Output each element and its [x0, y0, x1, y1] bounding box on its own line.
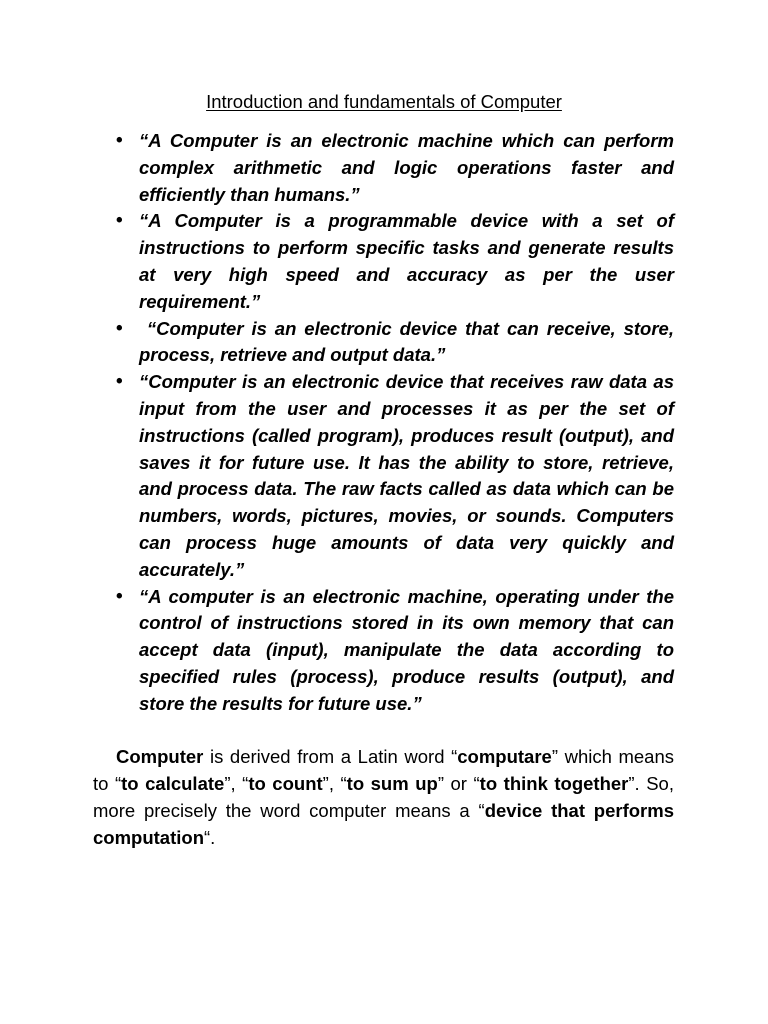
- bullet-icon: •: [116, 317, 123, 339]
- definition-list: [112, 128, 680, 718]
- term-computer: Computer: [116, 746, 204, 767]
- list-item: [112, 584, 674, 718]
- etymology-text: ”, “: [322, 773, 347, 794]
- etymology-text: “.: [204, 827, 216, 848]
- list-item: [112, 369, 674, 583]
- etymology-text: ”. So, more precisely the word computer means a “: [93, 773, 674, 821]
- bullet-icon: •: [116, 585, 123, 607]
- term-to-calculate: to calculate: [121, 773, 225, 794]
- definition-text: “A computer is an electronic machine, operating under the control of instructions stored in its own memory that can accept data (input), manipulate the data according to specified rules (process), produce results (output), and store the results for future use.”: [139, 585, 674, 714]
- list-item: [112, 128, 674, 208]
- etymology-paragraph: [93, 743, 674, 851]
- list-item: [112, 208, 674, 315]
- definition-text: “A Computer is a programmable device with a set of instructions to perform specific tasks and generate results at very high speed and accuracy as per the user requirement.”: [139, 210, 674, 312]
- list-item: [112, 316, 680, 370]
- term-to-count: to count: [248, 773, 323, 794]
- etymology-text: ” which means to “: [93, 746, 675, 794]
- term-device-that-performs-computation: device that performs computation: [93, 800, 674, 848]
- term-computare: computare: [457, 746, 552, 767]
- etymology-text: is derived from a Latin word “: [203, 746, 458, 767]
- definition-text: “Computer is an electronic device that can receive, store, process, retrieve and output data.”: [139, 317, 680, 366]
- definition-text: “Computer is an electronic device that receives raw data as input from the user and processes it as per the set of instructions (called program), produces result (output), and saves it for future use. It has the ability to store, retrieve, and process data. The raw facts called as data which can be numbers, words, pictures, movies, or sounds. Computers can process huge amounts of data very quickly and accurately.”: [139, 371, 674, 580]
- bullet-icon: •: [116, 130, 123, 151]
- definition-text: “A Computer is an electronic machine which can perform complex arithmetic and logic operations faster and efficiently than humans.”: [139, 130, 674, 205]
- bullet-icon: •: [116, 371, 123, 393]
- page-title: Introduction and fundamentals of Computer: [206, 91, 562, 112]
- term-to-think-together: to think together: [479, 773, 629, 794]
- bullet-icon: •: [116, 210, 123, 232]
- etymology-text: ”, “: [224, 773, 249, 794]
- term-to-sum-up: to sum up: [346, 773, 438, 794]
- etymology-text: ” or “: [437, 773, 480, 794]
